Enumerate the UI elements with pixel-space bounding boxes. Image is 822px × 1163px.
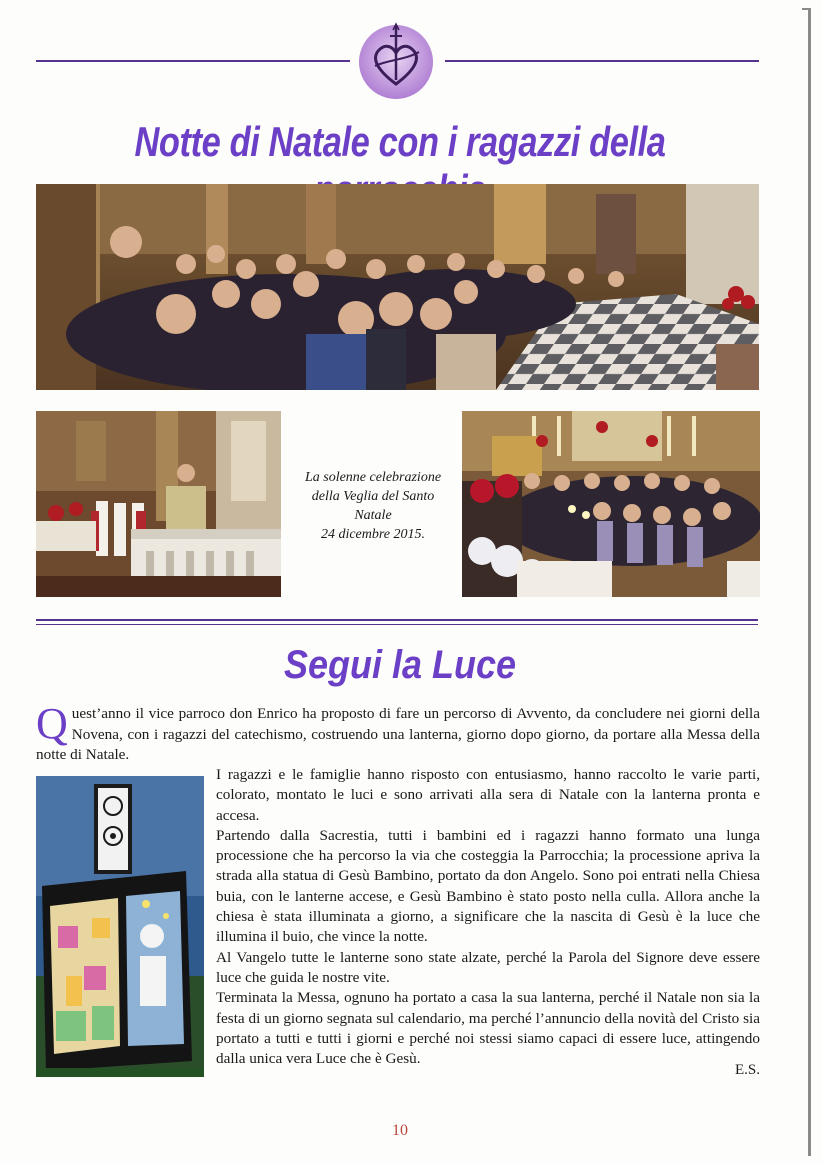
header-rule-right bbox=[445, 60, 759, 62]
drop-cap: Q bbox=[36, 699, 68, 748]
parish-emblem-icon bbox=[357, 22, 435, 100]
page-number: 10 bbox=[392, 1122, 408, 1139]
photo-children bbox=[462, 411, 760, 597]
paragraph: Al Vangelo tutte le lanterne sono state alzate, perché la Parola del Signore deve essere luce che guida le nostre vite. bbox=[216, 948, 760, 986]
article-body bbox=[216, 765, 760, 1069]
caption-line-4: 24 dicembre 2015. bbox=[320, 527, 426, 542]
section-divider-thin bbox=[36, 624, 758, 625]
photo-lantern bbox=[36, 776, 204, 1077]
author-signature: E.S. bbox=[734, 1062, 760, 1078]
section-title: Segui la Luce bbox=[283, 643, 517, 687]
paragraph: Terminata la Messa, ognuno ha portato a casa la sua lanterna, perché il Natale non sia la festa di un giorno segnata sul calendario, ma perché l’annuncio della novità del Cristo sia portato a tutti e tutti i giorni e perché noi stessi siamo capaci di essere luce, attingendo dalla unica vera Luce che è Gesù. bbox=[216, 989, 760, 1068]
paragraph: Partendo dalla Sacrestia, tutti i bambini ed i ragazzi hanno formato una lunga processione che ha percorso la via che costeggia la Parrocchia; la processione apriva la strada alla statua di Gesù Bambino, portato da don Angelo. Sono poi entrati nella Chiesa buia, con le lanterne accese, e Gesù Bambino è stato posto nella culla. Allora anche la chiesa è stata illuminata a giorno, a significare che la nascita di Gesù è la luce che illumina il buio, che vince la notte. bbox=[216, 826, 760, 946]
photo-caption bbox=[298, 468, 448, 544]
paragraph: I ragazzi e le famiglie hanno risposto con entusiasmo, hanno raccolto le varie parti, colorato, montato le luci e sono arrivati alla sera di Natale con la lanterna pronta e accesa. bbox=[216, 766, 760, 824]
article-intro bbox=[36, 699, 760, 766]
photo-altar bbox=[36, 411, 281, 597]
header-rule-left bbox=[36, 60, 350, 62]
caption-line-2: della Veglia del Santo bbox=[311, 489, 435, 504]
photo-main bbox=[36, 184, 759, 390]
page-title: Notte di Natale con i ragazzi della bbox=[134, 118, 666, 165]
intro-text: uest’anno il vice parroco don Enrico ha proposto di fare un percorso di Avvento, da concludere nei giorni della Novena, con i ragazzi del catechismo, costruendo una lanterna, giorno dopo giorno, da portare alla Messa della notte di Natale. bbox=[36, 705, 760, 763]
page-edge bbox=[808, 8, 811, 1156]
section-divider bbox=[36, 619, 758, 621]
caption-line-3: Natale bbox=[354, 508, 392, 523]
caption-line-1: La solenne celebrazione bbox=[304, 470, 442, 485]
